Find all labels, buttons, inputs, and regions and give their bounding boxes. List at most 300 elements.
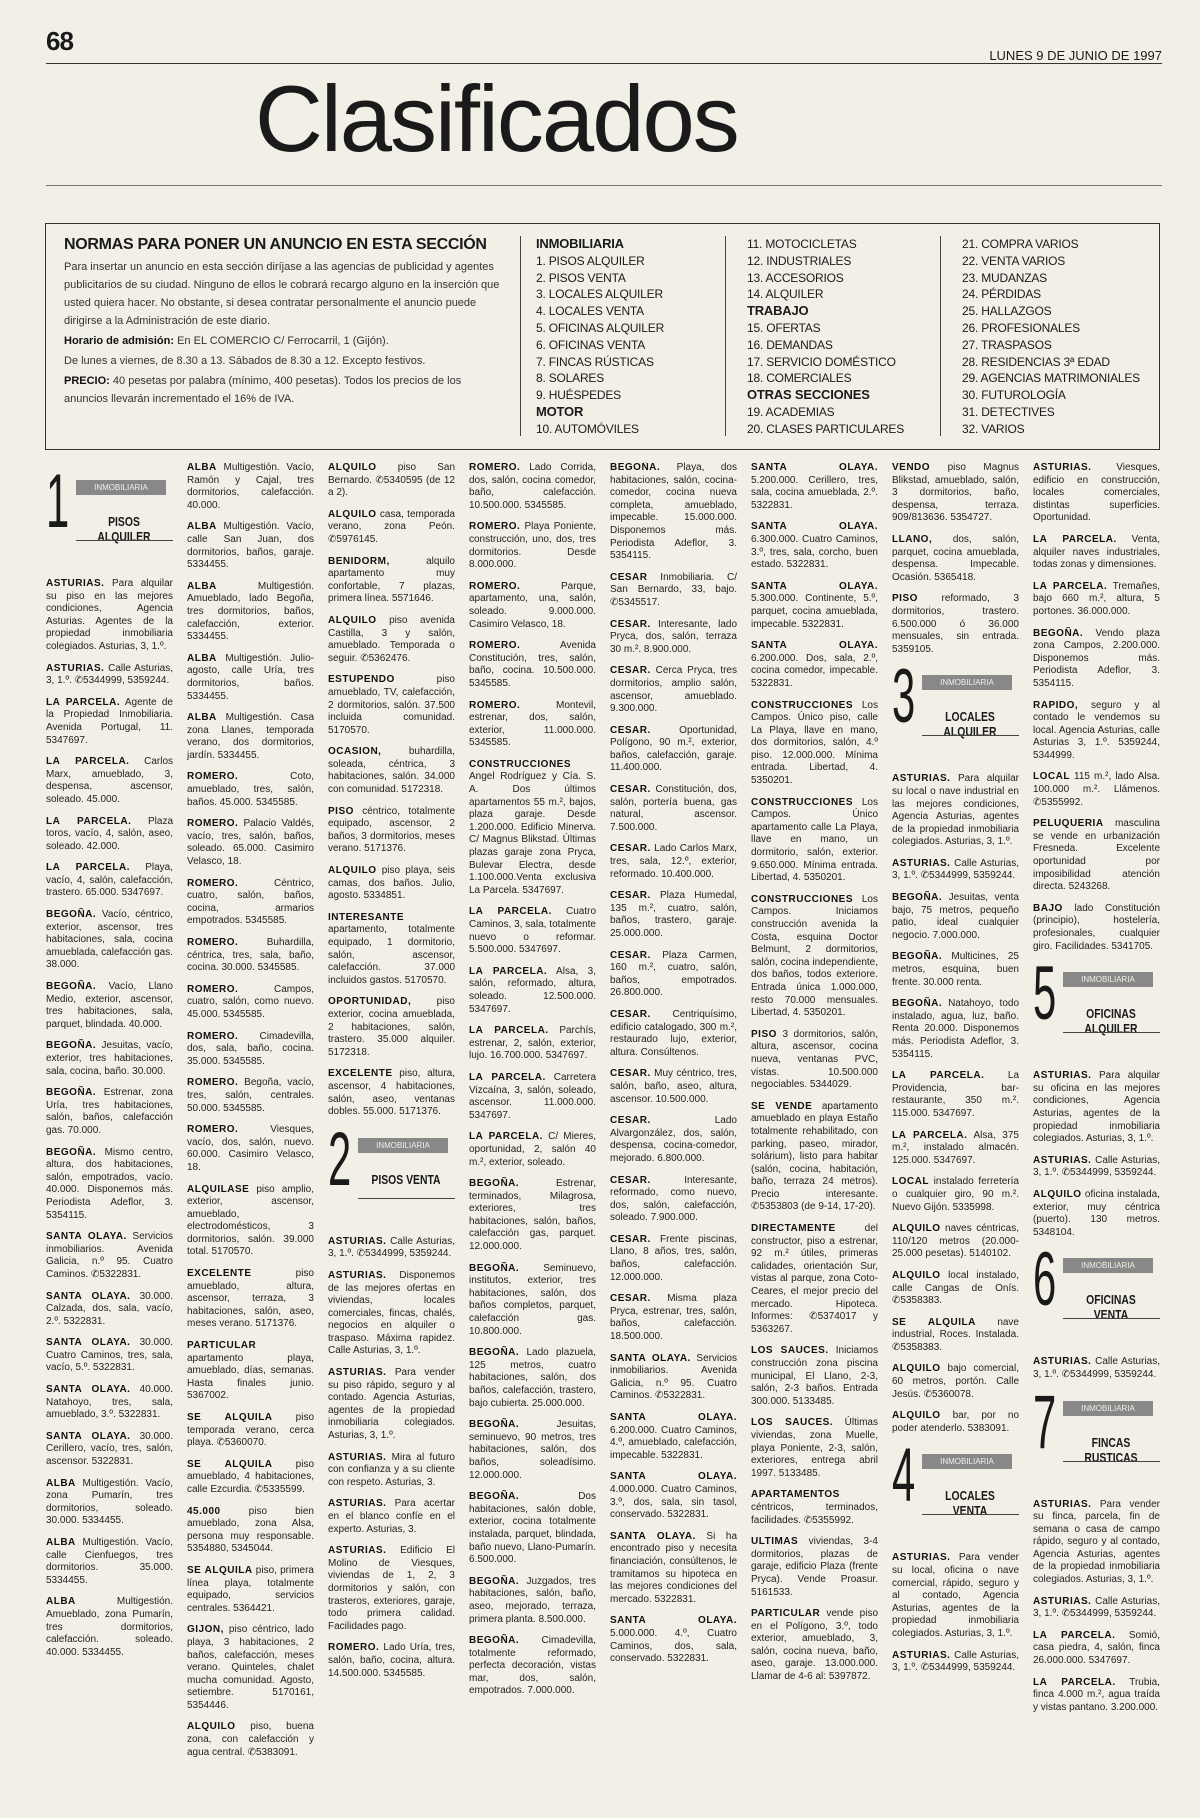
classified-ad bbox=[1033, 818, 1160, 894]
classified-ad bbox=[610, 619, 737, 657]
classified-ad bbox=[610, 572, 737, 610]
classified-ad bbox=[46, 1596, 173, 1659]
classified-ad bbox=[892, 1223, 1019, 1261]
index-entry: MOTOR bbox=[536, 403, 584, 419]
ad-text: 115 m.², lado Alsa. 100.000 m.². Llámenos. ✆5355992. bbox=[1033, 771, 1160, 808]
ad-text: Para vender su finca, parcela, fin de semana o casa de campo rápido, seguro y al contado, Agencia Asturias, agentes de la propiedad inmobiliaria colegiados. Asturias, 3, 1.º. bbox=[1033, 1498, 1160, 1586]
ad-keyword: INTERESANTE bbox=[328, 911, 405, 923]
index-divider bbox=[520, 236, 521, 436]
ad-keyword: ALQUILO bbox=[328, 508, 377, 520]
ad-keyword: PISO bbox=[328, 805, 354, 817]
ad-text: Los Campos. Único apartamento calle La Playa, llave en mano, un dormitorio, salón, exterior. 9.650.000. Mínima entrada. Libertad, 4. 5350201. bbox=[751, 796, 878, 884]
ad-keyword: ASTURIAS. bbox=[328, 1367, 387, 1379]
ad-text: 5.000.000. 4.º, Cuatro Caminos, dos, sala, conservado. 5322831. bbox=[610, 1627, 737, 1665]
ad-text: piso céntrico, lado playa, 3 habitaciones, 2 baños, calefacción, meses verano. Quinteles, chalet mucha comunidad. Agosto, setiembre. 5170161, 5354446. bbox=[187, 1624, 314, 1711]
ad-keyword: ASTURIAS. bbox=[46, 578, 105, 589]
ad-keyword: SANTA OLAYA. bbox=[610, 1615, 737, 1627]
ad-text: piso amplio, exterior, ascensor, amueblado, electrodomésticos, 3 dormitorios, salón. 39.000 total. 5170570. bbox=[187, 1183, 314, 1258]
norms-dias: De lunes a viernes, de 8.30 a 13. Sábados de 8.30 a 12. Excepto festivos. bbox=[64, 355, 426, 367]
ad-text: seguro y al contado le vendemos su local. Agencia Asturias, calle Asturias 3, 1.º. 5359244, 5344999. bbox=[1033, 699, 1160, 761]
section-rule bbox=[922, 735, 1019, 736]
ad-keyword: SE ALQUILA bbox=[187, 1564, 253, 1576]
section-number: 5 bbox=[1033, 951, 1057, 1037]
classified-ad bbox=[892, 1317, 1019, 1355]
section-number: 2 bbox=[328, 1116, 352, 1202]
classified-ad bbox=[187, 581, 314, 644]
ad-text: Multigestión. Amueblado, zona Pumarín, tres dormitorios, calefacción. soleado. 40.000. 5334455. bbox=[46, 1596, 173, 1658]
ad-text: 4.000.000. Cuatro Caminos, 3.º, dos, sala, sin tasol, conservado. 5322831. bbox=[610, 1483, 737, 1521]
ad-keyword: BEGOÑA. bbox=[46, 1087, 97, 1099]
ad-keyword: SANTA OLAYA. bbox=[46, 1231, 127, 1243]
classified-ad bbox=[187, 1031, 314, 1069]
classified-ad bbox=[469, 1491, 596, 1567]
ads-column-8 bbox=[1033, 462, 1160, 1802]
ad-keyword: ALBA bbox=[187, 652, 217, 664]
classified-ad bbox=[187, 937, 314, 975]
classified-ad bbox=[610, 1293, 737, 1343]
classified-ad bbox=[328, 1270, 455, 1358]
ad-keyword: LA PARCELA. bbox=[1033, 533, 1117, 545]
classified-ad bbox=[187, 1624, 314, 1712]
classified-ad bbox=[610, 725, 737, 775]
ad-keyword: LOCAL bbox=[892, 1176, 929, 1188]
ad-keyword: ASTURIAS. bbox=[1033, 1154, 1092, 1166]
ad-keyword: BEGOÑA. bbox=[469, 1635, 520, 1647]
classified-ad bbox=[187, 771, 314, 809]
ad-keyword: LA PARCELA. bbox=[46, 815, 132, 827]
ad-keyword: LOS SAUCES. bbox=[751, 1417, 834, 1429]
ad-keyword: CESAR bbox=[610, 571, 648, 583]
index-entry: 13. ACCESORIOS bbox=[747, 270, 844, 285]
ad-keyword: LA PARCELA. bbox=[46, 862, 131, 874]
ad-keyword: BENIDORM, bbox=[328, 555, 390, 567]
classified-ad bbox=[751, 1489, 878, 1527]
index-entry: TRABAJO bbox=[747, 303, 809, 319]
classified-ad bbox=[328, 1642, 455, 1680]
ad-keyword: BEGOÑA. bbox=[469, 1491, 520, 1503]
classified-ad bbox=[751, 1417, 878, 1480]
section-header bbox=[1033, 1237, 1160, 1344]
ad-text: Vacío, Llano Medio, exterior, ascensor, tres habitaciones, sala, parquet, blindada. 40.000. bbox=[46, 981, 173, 1030]
ad-keyword: CESAR. bbox=[610, 949, 651, 961]
ad-keyword: ASTURIAS. bbox=[1033, 1356, 1092, 1368]
ad-keyword: CESAR. bbox=[610, 890, 651, 902]
classified-ad bbox=[328, 806, 455, 856]
section-header bbox=[892, 1433, 1019, 1540]
ad-keyword: ASTURIAS. bbox=[1033, 1595, 1092, 1607]
ad-keyword: LA PARCELA. bbox=[1033, 1676, 1116, 1688]
ad-keyword: ASTURIAS. bbox=[892, 1649, 951, 1661]
ad-text: Coto, amueblado, tres, salón, baños. 45.000. 5345585. bbox=[187, 771, 314, 808]
ad-keyword: ALQUILO bbox=[328, 865, 377, 877]
index-entry: OTRAS SECCIONES bbox=[747, 387, 870, 403]
classified-ad bbox=[187, 1340, 314, 1403]
ad-text: Agente de la Propiedad Inmobiliaria. Avenida Portugal, 11. 5347697. bbox=[46, 696, 173, 746]
ad-text: Multigestión. Vacío, Ramón y Cajal, tres dormitorios, calefacción. 40.000. bbox=[187, 462, 314, 511]
ad-keyword: BEGOÑA. bbox=[46, 1040, 97, 1052]
ad-text: nave industrial, Roces. Instalada. ✆5358383. bbox=[892, 1316, 1019, 1353]
classified-ad bbox=[46, 1291, 173, 1329]
index-entry: 14. ALQUILER bbox=[747, 287, 824, 302]
classified-ad bbox=[1033, 462, 1160, 525]
index-entry: INMOBILIARIA bbox=[536, 236, 624, 251]
ad-keyword: ROMERO. bbox=[469, 699, 521, 711]
index-entry: 21. COMPRA VARIOS bbox=[962, 237, 1079, 251]
ad-text: Calle Asturias, 3, 1.º. ✆5344999, 5359244. bbox=[1033, 1595, 1160, 1620]
ad-text: Calle Asturias, 3, 1.º. ✆5344999, 5359244. bbox=[1033, 1154, 1160, 1179]
ad-text: piso temporada verano, cerca playa. ✆5360070. bbox=[187, 1412, 314, 1449]
ad-text: Lado Uría, tres, salón, baño, cocina, altura. 14.500.000. 5345585. bbox=[328, 1642, 455, 1679]
classified-ad bbox=[328, 509, 455, 547]
ad-text: Montevil, estrenar, dos, salón, exterior, 11.000.000. 5345585. bbox=[469, 699, 596, 749]
ad-text: casa, temporada verano, zona Peón. ✆5976145. bbox=[328, 508, 455, 545]
ad-keyword: ASTURIAS. bbox=[892, 773, 951, 785]
ad-keyword: CESAR. bbox=[610, 1233, 651, 1245]
ad-text: 6.200.000. Cuatro Caminos, 4.º, amueblado, calefacción, impecable. 5322831. bbox=[610, 1424, 737, 1461]
ad-keyword: ALBA bbox=[46, 1596, 76, 1608]
classified-ad bbox=[751, 1536, 878, 1599]
ad-keyword: SE VENDE bbox=[751, 1100, 813, 1112]
ad-keyword: LA PARCELA. bbox=[469, 965, 548, 977]
ad-text: Calle Asturias, 3, 1.º. ✆5344999, 5359244. bbox=[1033, 1356, 1160, 1380]
ad-keyword: BEGOÑA. bbox=[469, 1347, 520, 1359]
ad-text: piso, buena zona, con calefacción y agua central. ✆5383091. bbox=[187, 1721, 314, 1758]
classified-ad bbox=[46, 862, 173, 900]
classified-ad bbox=[46, 1040, 173, 1078]
index-entry: 26. PROFESIONALES bbox=[962, 320, 1080, 335]
classified-ad bbox=[46, 909, 173, 972]
classified-ad bbox=[328, 1236, 455, 1261]
ad-text: Mismo centro, altura, dos habitaciones, salón, empotrados, vacío. 40.000. Disponemos más. Periodista Adeflor, 3. 5354115. bbox=[46, 1146, 173, 1221]
index-entry: 31. DETECTIVES bbox=[962, 404, 1055, 419]
classified-ad bbox=[46, 1231, 173, 1281]
ad-text: Palacio Valdés, vacío, tres, salón, baños, soleado. 65.000. Casimiro Velasco, 18. bbox=[187, 818, 314, 868]
ad-keyword: LA PARCELA. bbox=[46, 696, 121, 708]
ad-text: Oportunidad, Polígono, 90 m.², exterior, baños, calefacción, garaje. 11.400.000. bbox=[610, 724, 737, 774]
classified-ad bbox=[751, 1101, 878, 1214]
classified-ad bbox=[610, 1234, 737, 1284]
classified-ad bbox=[469, 1072, 596, 1122]
ad-keyword: RAPIDO, bbox=[1033, 699, 1079, 711]
ads-column-4 bbox=[469, 462, 596, 1802]
classified-ad bbox=[1033, 581, 1160, 619]
ad-text: Plaza Carmen, 160 m.², cuatro, salón, baños, empotrados. 26.800.000. bbox=[610, 949, 737, 999]
ad-keyword: LOS SAUCES. bbox=[751, 1345, 829, 1357]
ad-keyword: PARTICULAR bbox=[187, 1340, 257, 1352]
ad-text: Vacío, céntrico, exterior, ascensor, tres habitaciones, sala, cocina amueblada, calefacción gas. 38.000. bbox=[46, 909, 173, 971]
ad-keyword: ROMERO. bbox=[187, 983, 239, 995]
classified-ad bbox=[187, 521, 314, 571]
ad-text: Calle Asturias, 3, 1.º. ✆5344999, 5359244. bbox=[328, 1235, 455, 1260]
ad-keyword: APARTAMENTOS bbox=[751, 1489, 840, 1501]
ad-keyword: ALQUILO bbox=[328, 462, 377, 473]
classified-ad bbox=[187, 712, 314, 762]
ad-text: Lado Carlos Marx, tres, sala, 12.º, exterior, reformado. 10.400.000. bbox=[610, 843, 737, 880]
section-rule bbox=[1063, 1461, 1160, 1462]
ad-keyword: SANTA OLAYA. bbox=[751, 462, 878, 473]
ad-text: Los Campos. Único piso, calle La Playa, llave en mano, dos dormitorios, salón, 4.º piso. 12.000.000. Mínima entrada. Libertad, 4. 5350201. bbox=[751, 699, 878, 787]
ad-text: Frente piscinas, Llano, 8 años, tres, salón, baños, calefacción. 12.000.000. bbox=[610, 1233, 737, 1283]
ad-text: Estrenar, zona Uría, tres habitaciones, salón, baños, calefacción gas. 70.000. bbox=[46, 1087, 173, 1136]
ad-keyword: CESAR. bbox=[610, 665, 651, 677]
classified-ad bbox=[1033, 1499, 1160, 1587]
ad-keyword: EXCELENTE bbox=[187, 1268, 252, 1280]
classified-ad bbox=[610, 1471, 737, 1521]
ad-text: Inmobiliaria. C/ San Bernardo, 33, bajo. ✆5345517. bbox=[610, 571, 737, 608]
ad-keyword: CESAR. bbox=[610, 724, 651, 736]
ad-keyword: LA PARCELA. bbox=[469, 1025, 549, 1037]
classified-ad bbox=[328, 556, 455, 606]
horario-text: En EL COMERCIO C/ Ferrocarril, 1 (Gijón). bbox=[177, 335, 389, 347]
ad-keyword: ROMERO. bbox=[469, 521, 521, 533]
section-title: Clasificados bbox=[255, 66, 738, 171]
ad-text: Jesuitas, seminuevo, 90 metros, tres habitaciones, salón, dos baños, soleadísimo. 12.000.000. bbox=[469, 1419, 596, 1481]
ad-keyword: ALQUILO bbox=[892, 1223, 941, 1235]
ad-text: Juzgados, tres habitaciones, salón, baño, aseo, mejorado, terraza, primera planta. 8.500.000. bbox=[469, 1575, 596, 1625]
norms-heading: NORMAS PARA PONER UN ANUNCIO EN ESTA SECCIÓN bbox=[64, 236, 487, 253]
index-divider bbox=[725, 236, 726, 436]
index-entry: 32. VARIOS bbox=[962, 421, 1025, 436]
ad-text: Calle Asturias, 3, 1.º. ✆5344999, 5359244. bbox=[892, 1649, 1019, 1674]
classified-ad bbox=[469, 906, 596, 956]
ad-keyword: BEGOÑA. bbox=[892, 998, 943, 1010]
ad-text: Carretera Vizcaína, 3, salón, soleado, ascensor. 11.000.000. 5347697. bbox=[469, 1071, 596, 1121]
classified-ad bbox=[46, 1478, 173, 1528]
classified-ad bbox=[469, 1025, 596, 1063]
classified-ad bbox=[610, 462, 737, 563]
ad-text: lado Constitución (principio), hostelería, profesionales, cualquier giro. Facilidades. 5341705. bbox=[1033, 902, 1160, 952]
ad-text: Disponemos de las mejores ofertas en viviendas, locales comerciales, fincas, chalés, negocios en alquiler o traspaso. Máxima rapidez. Calle Asturias, 3, 1.º. bbox=[328, 1269, 455, 1357]
classified-ad bbox=[892, 998, 1019, 1061]
norms-horario bbox=[64, 332, 506, 350]
ad-keyword: SE ALQUILA bbox=[892, 1316, 976, 1328]
ad-keyword: SANTA OLAYA. bbox=[46, 1384, 131, 1396]
classified-ad bbox=[610, 665, 737, 715]
ad-keyword: ASTURIAS. bbox=[328, 1235, 387, 1247]
classified-ad bbox=[892, 1130, 1019, 1168]
classified-ad bbox=[1033, 1630, 1160, 1668]
classified-ad bbox=[328, 1068, 455, 1118]
ad-keyword: ALQUILASE bbox=[187, 1183, 250, 1195]
ad-keyword: ASTURIAS. bbox=[892, 857, 951, 869]
classified-ad bbox=[469, 462, 596, 512]
classified-ad bbox=[328, 674, 455, 737]
classified-ad bbox=[187, 984, 314, 1022]
ad-text: Edificio El Molino de Viesques, viviendas de 1, 2, 3 dormitorios y salón, con trasteros, exteriores, garaje, todo primera calidad. Facilidades pago. bbox=[328, 1545, 455, 1632]
classified-ad bbox=[892, 534, 1019, 584]
ad-text: 40.000. Natahoyo, tres, sala, amueblado, 3.º. 5322831. bbox=[46, 1384, 173, 1421]
ad-keyword: OCASION, bbox=[328, 746, 382, 758]
index-entry: 25. HALLAZGOS bbox=[962, 304, 1052, 319]
classified-ad bbox=[46, 1147, 173, 1223]
ad-text: piso avenida Castilla, 3 y salón, amueblado. Temporada o seguir. ✆5362476. bbox=[328, 614, 455, 664]
classified-ad bbox=[610, 843, 737, 881]
page-number: 68 bbox=[46, 26, 73, 56]
classified-ad bbox=[751, 462, 878, 512]
ad-text: Playa Poniente, construcción, uno, dos, tres dormitorios. Desde 8.000.000. bbox=[469, 521, 596, 571]
ad-keyword: ROMERO. bbox=[187, 1077, 239, 1089]
classified-ad bbox=[892, 1410, 1019, 1435]
index-entry: 28. RESIDENCIAS 3ª EDAD bbox=[962, 354, 1110, 369]
index-entry: 8. SOLARES bbox=[536, 371, 605, 386]
ad-text: La Providencia, bar-restaurante, 350 m.². 115.000. 5347697. bbox=[892, 1070, 1019, 1119]
ad-text: Multigestión. Vacío, zona Pumarín, tres dormitorios, soleado. 30.000. 5334455. bbox=[46, 1477, 173, 1527]
ad-text: Últimas viviendas, zona Muelle, playa Poniente, 2-3, salón, exteriores, entrega abril 1997. 5133485. bbox=[751, 1417, 878, 1479]
ad-text: Playa, vacío, 4, salón, calefacción, trastero. 65.000. 5347697. bbox=[46, 862, 173, 899]
classified-ad bbox=[892, 773, 1019, 849]
index-entry: 23. MUDANZAS bbox=[962, 270, 1047, 285]
ad-text: apartamento amueblado en playa Estaño totalmente rehabilitado, con parking, paseo, mirador, solárium), listo para habitar (salón, cocina, habitación, baño, terraza 24 metros). Precio interesante. ✆5353803 (de 9-14, 17-20). bbox=[751, 1100, 878, 1213]
ad-text: Plaza Humedal, 135 m.², cuatro, salón, baños, trastero, garaje. 25.000.000. bbox=[610, 890, 737, 939]
ad-keyword: BEGOÑA. bbox=[46, 1146, 97, 1158]
classified-ad bbox=[751, 1223, 878, 1336]
ad-text: piso, primera línea playa, totalmente equipado, servicios centrales. 5364421. bbox=[187, 1564, 314, 1614]
ad-text: Si ha encontrado piso y necesita financiación, consúltenos, le tramitamos su hipoteca en las mejores condiciones del mercado. 5322831. bbox=[610, 1530, 737, 1605]
ad-text: Carlos Marx, amueblado, 3, despensa, ascensor, soleado. 45.000. bbox=[46, 756, 173, 805]
section-rule bbox=[358, 1198, 455, 1199]
ad-keyword: CESAR. bbox=[610, 618, 651, 630]
classified-ad bbox=[610, 890, 737, 940]
norms-precio bbox=[64, 372, 506, 408]
ad-text: Cimadevilla, dos, sala, baño, cocina. 35.000. 5345585. bbox=[187, 1030, 314, 1067]
ad-keyword: SANTA OLAYA. bbox=[46, 1430, 131, 1442]
ad-keyword: 45.000 bbox=[187, 1505, 221, 1517]
classified-ad bbox=[46, 697, 173, 747]
ad-text: bajo comercial, 60 metros, portón. Calle Jesús. ✆5360078. bbox=[892, 1363, 1019, 1400]
ad-text: Misma plaza Pryca, estrenar, tres, salón, baños, calefacción. 18.500.000. bbox=[610, 1293, 737, 1343]
ads-column-6 bbox=[751, 462, 878, 1802]
ad-text: Calle Asturias, 3, 1.º. ✆5344999, 5359244. bbox=[892, 857, 1019, 882]
classified-ad bbox=[469, 1576, 596, 1626]
index-entry: 1. PISOS ALQUILER bbox=[536, 253, 645, 268]
ad-keyword: BEGOÑA. bbox=[469, 1178, 520, 1190]
ad-keyword: SANTA OLAYA. bbox=[46, 1337, 131, 1349]
ad-text: 6.200.000. Dos, sala, 2.º, cocina comedor, impecable. 5322831. bbox=[751, 652, 878, 689]
ad-keyword: PISO bbox=[751, 1028, 777, 1040]
ad-keyword: GIJON, bbox=[187, 1624, 224, 1636]
classified-ad bbox=[46, 1537, 173, 1587]
section-tag: INMOBILIARIA bbox=[1063, 1258, 1153, 1273]
ad-text: naves céntricas, 110/120 metros (20.000-25.000 pesetas). 5140102. bbox=[892, 1223, 1019, 1260]
classified-ad bbox=[469, 1419, 596, 1482]
ad-keyword: CESAR. bbox=[610, 1174, 651, 1186]
classified-ad bbox=[46, 578, 173, 654]
ad-keyword: CESAR. bbox=[610, 1115, 651, 1127]
ad-text: Cerca Pryca, tres dormitorios, amplio salón, ascensor, amueblado. 9.300.000. bbox=[610, 665, 737, 715]
classified-ad bbox=[469, 1347, 596, 1410]
classified-ad bbox=[1033, 1596, 1160, 1621]
classified-ad bbox=[328, 615, 455, 665]
ad-keyword: BEGOÑA. bbox=[1033, 627, 1084, 639]
section-number: 1 bbox=[46, 462, 70, 544]
ad-keyword: BEGOÑA. bbox=[46, 909, 97, 921]
ad-text: Para alquilar su piso en las mejores condiciones, Agencia Asturias. Agentes de la propiedad inmobiliaria colegiados. Asturias, 3, 1.º. bbox=[46, 578, 173, 652]
title-rule bbox=[46, 185, 1162, 186]
ad-keyword: BEGOÑA. bbox=[469, 1575, 520, 1587]
classified-ad bbox=[751, 700, 878, 788]
classified-ad bbox=[892, 1363, 1019, 1401]
classified-ad bbox=[1033, 628, 1160, 691]
ad-text: piso exterior, cocina amueblada, 2 habitaciones, salón, trastero. 35.000 alquiler. 5172318. bbox=[328, 996, 455, 1058]
ad-keyword: VENDO bbox=[892, 462, 931, 473]
classified-ad bbox=[892, 951, 1019, 989]
ad-text: Muy céntrico, tres, salón, baño, aseo, altura, ascensor. 10.500.000. bbox=[610, 1068, 737, 1105]
classified-ad bbox=[1033, 1677, 1160, 1715]
ad-keyword: BAJO bbox=[1033, 902, 1063, 914]
classified-ad bbox=[187, 1268, 314, 1331]
classified-ad bbox=[751, 640, 878, 690]
ad-text: Mira al futuro con confianza y a su cliente con respeto. Asturias, 3. bbox=[328, 1451, 455, 1488]
ad-text: Multigestión. Vacío, calle Cienfuegos, tres dormitorios. 35.000. 5334455. bbox=[46, 1537, 173, 1586]
ad-keyword: SANTA OLAYA. bbox=[610, 1412, 737, 1423]
index-entry: 7. FINCAS RÚSTICAS bbox=[536, 354, 654, 369]
classified-ad bbox=[892, 1176, 1019, 1214]
section-tag: INMOBILIARIA bbox=[358, 1138, 448, 1153]
classified-ad bbox=[187, 818, 314, 868]
section-number: 7 bbox=[1033, 1379, 1057, 1465]
classified-ad bbox=[892, 1650, 1019, 1675]
classified-ad bbox=[46, 663, 173, 688]
ad-keyword: CONSTRUCCIONES bbox=[751, 796, 854, 808]
section-name: FINCAS RUSTICAS bbox=[1084, 1434, 1138, 1465]
classified-ad bbox=[1033, 1356, 1160, 1381]
section-header bbox=[1033, 1379, 1160, 1487]
ad-keyword: ROMERO. bbox=[469, 462, 521, 473]
classified-ad bbox=[187, 1459, 314, 1497]
ad-keyword: ROMERO. bbox=[187, 818, 239, 830]
ad-text: 30.000. Cerillero, vacío, tres, salón, ascensor. 5322831. bbox=[46, 1430, 173, 1468]
ad-text: Jesuitas, vacío, exterior, tres habitaciones, sala, cocina, baño. 30.000. bbox=[46, 1040, 173, 1077]
ad-text: Avenida Constitución, tres, salón, baño, cocina. 10.500.000. 5345585. bbox=[469, 640, 596, 689]
norms-panel bbox=[64, 236, 506, 408]
top-rule bbox=[46, 63, 1162, 64]
ad-keyword: ASTURIAS. bbox=[1033, 1498, 1092, 1510]
ad-text: Trubia, finca 4.000 m.², agua traída y vistas pantano. 3.200.000. bbox=[1033, 1676, 1160, 1713]
classified-ad bbox=[751, 1029, 878, 1092]
ads-column-5 bbox=[610, 462, 737, 1802]
ad-keyword: CESAR. bbox=[610, 1068, 651, 1080]
section-number: 6 bbox=[1033, 1237, 1057, 1323]
ad-keyword: ROMERO. bbox=[328, 1642, 380, 1654]
index-entry: 2. PISOS VENTA bbox=[536, 270, 626, 285]
index-entry: 24. PÉRDIDAS bbox=[962, 287, 1041, 302]
classified-ad bbox=[187, 1506, 314, 1556]
ad-keyword: SANTA OLAYA. bbox=[46, 1290, 131, 1302]
ads-column-7 bbox=[892, 462, 1019, 1802]
ad-text: local instalado, calle Cangas de Onís. ✆5358383. bbox=[892, 1269, 1019, 1307]
ad-text: Begoña, vacío, tres, salón, centrales. 50.000. 5345585. bbox=[187, 1077, 314, 1114]
ad-text: Viesques, edificio en construcción, locales comerciales, distintas superficies. Oportunidad. bbox=[1033, 462, 1160, 524]
classified-ad bbox=[610, 1009, 737, 1059]
ad-keyword: ALBA bbox=[187, 462, 217, 473]
ad-keyword: SE ALQUILA bbox=[187, 1412, 273, 1423]
index-column-2 bbox=[747, 236, 904, 438]
ads-column-2 bbox=[187, 462, 314, 1802]
ad-keyword: PARTICULAR bbox=[751, 1608, 821, 1620]
ad-text: Para vender su local, oficina o nave comercial, rápido, seguro y al contado, Agencia Asturias, agentes de la propiedad inmobiliaria colegiados. Asturias, 3, 1.º. bbox=[892, 1552, 1019, 1639]
classified-columns bbox=[46, 462, 1162, 1802]
section-header bbox=[328, 1116, 455, 1224]
ad-keyword: ALQUILO bbox=[187, 1721, 236, 1733]
section-name: PISOS ALQUILER bbox=[97, 514, 151, 544]
classified-ad bbox=[751, 797, 878, 885]
classified-ad bbox=[469, 1635, 596, 1698]
ad-keyword: SANTA OLAYA. bbox=[751, 640, 878, 652]
classified-ad bbox=[469, 1263, 596, 1339]
classified-ad bbox=[46, 1087, 173, 1137]
ad-text: piso Magnus Blikstad, amueblado, salón, 3 dormitorios, baño, despensa, terraza. 909/813636. 5354727. bbox=[892, 462, 1019, 524]
ad-keyword: ASTURIAS. bbox=[1033, 462, 1092, 473]
